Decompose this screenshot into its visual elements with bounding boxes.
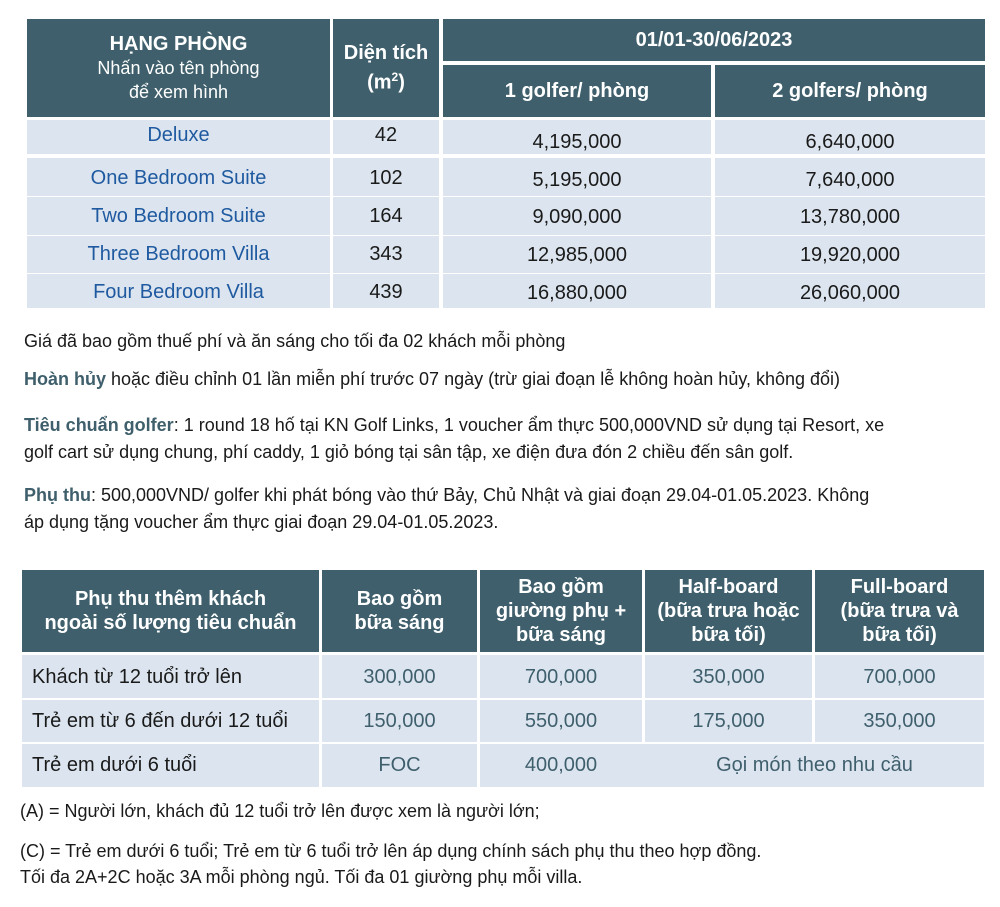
header-area-unit: $(m^2)$ [367,70,405,94]
header-room-type [27,19,330,117]
extra-header-full-line3: bữa tối) [862,624,937,646]
room-price-two: 26,060,000 [799,281,901,304]
room-price-two: 6,640,000 [805,130,895,153]
extra-header-bed-line3: bữa sáng [515,624,607,646]
extra-header-full-line1: Full-board [850,576,949,598]
footer-note-capacity: Tối đa 2A+2C hoặc 3A mỗi phòng ngủ. Tối đa 01 giường phụ mỗi villa. [20,867,583,887]
extra-header-half-line3: bữa tối) [691,624,766,646]
footer-note-child: (C) = Trẻ em dưới 6 tuổi; Trẻ em từ 6 tuổi trở lên áp dụng chính sách phụ thu theo hợp đồng. [20,841,762,861]
room-price-one: 9,090,000 [532,205,622,228]
room-link-four-bedroom-villa[interactable]: Four Bedroom Villa [93,280,264,303]
header-area [333,19,439,117]
golfer-text-1: : 1 round 18 hố tại KN Golf Links, 1 voucher ẩm thực 500,000VND sử dụng tại Resort, xe [173,415,885,435]
extra-price-breakfast: 300,000 [363,665,436,688]
room-price-one: 12,985,000 [526,243,628,266]
extra-header-half-line2: (bữa trưa hoặc [657,600,800,622]
extra-header-half-board [645,570,812,652]
extra-header-full-line2: (bữa trưa và [840,600,959,622]
room-link-three-bedroom-villa[interactable]: Three Bedroom Villa [87,242,270,265]
room-price-one: 16,880,000 [526,281,628,304]
extra-price-full: 700,000 [863,665,936,688]
room-link-deluxe[interactable]: Deluxe [147,123,210,146]
extra-header-breakfast-line2: bữa sáng [354,612,445,634]
extra-price-bed: 700,000 [524,665,598,688]
room-link-one-bedroom-suite[interactable]: One Bedroom Suite [90,166,267,189]
cancel-text: hoặc điều chỉnh 01 lần miễn phí trước 07 ngày (trừ giai đoạn lễ không hoàn hủy, không đổi) [106,369,841,389]
extra-header-bed-breakfast [480,570,642,652]
cancel-label: Hoàn hủy [24,369,107,389]
room-price-two: 7,640,000 [805,168,895,191]
header-area-title: Diện tích [343,42,429,65]
surcharge-text-1: : 500,000VND/ golfer khi phát bóng vào thứ Bảy, Chủ Nhật và giai đoạn 29.04-01.05.2023. Không [90,485,870,505]
extra-price-meal-on-demand: Gọi món theo nhu cầu [716,753,913,776]
surcharge-text-2: áp dụng tặng voucher ẩm thực giai đoạn 29.04-01.05.2023. [24,512,499,532]
header-room-type-sub2: để xem hình [128,82,229,102]
extra-price-full: 350,000 [863,709,936,732]
extra-header-guest-type [22,570,319,652]
room-area: 42 [374,123,398,146]
golfer-text-2: golf cart sử dụng chung, phí caddy, 1 giỏ bóng tại sân tập, xe điện đưa đón 2 chiều đến sân golf. [24,442,794,462]
extra-price-half: 175,000 [692,709,765,732]
price-note: Giá đã bao gồm thuế phí và ăn sáng cho tối đa 02 khách mỗi phòng [24,331,566,351]
extra-header-full-board [815,570,984,652]
extra-price-breakfast: 150,000 [363,709,436,732]
extra-header-breakfast [322,570,477,652]
surcharge-label: Phụ thu [24,485,91,505]
room-price-one: 5,195,000 [532,168,622,191]
extra-price-half: 350,000 [692,665,765,688]
extra-header-bed-line2: giường phụ + [495,600,627,622]
room-area: 164 [369,204,403,227]
extra-row-label: Trẻ em từ 6 đến dưới 12 tuổi [32,709,288,732]
header-room-type-sub1: Nhấn vào tên phòng [97,58,260,78]
header-two-golfers: 2 golfers/ phòng [715,65,985,117]
surcharge-note [24,482,994,536]
extra-row-label: Khách từ 12 tuổi trở lên [32,665,242,688]
extra-row-label: Trẻ em dưới 6 tuổi [32,753,197,776]
extra-header-guest-type-line1: Phụ thu thêm khách [74,588,267,610]
room-area: 343 [369,242,403,265]
extra-header-guest-type-line2: ngoài số lượng tiêu chuẩn [44,612,297,634]
golfer-note [24,412,994,466]
cancel-note [24,366,984,393]
room-area: 102 [369,166,403,189]
header-one-golfer: 1 golfer/ phòng [443,65,711,117]
room-link-two-bedroom-suite[interactable]: Two Bedroom Suite [91,204,266,227]
golfer-label: Tiêu chuẩn golfer [24,415,174,435]
extra-header-bed-line1: Bao gồm [518,576,604,598]
header-period: 01/01-30/06/2023 [443,19,985,61]
room-price-two: 13,780,000 [799,205,901,228]
room-area: 439 [369,280,403,303]
footer-note-adult: (A) = Người lớn, khách đủ 12 tuổi trở lên được xem là người lớn; [20,801,540,821]
extra-price-bed: 400,000 [524,753,598,776]
extra-price-breakfast: FOC [378,753,421,776]
room-price-one: 4,195,000 [532,130,622,153]
header-room-type-title: HẠNG PHÒNG [109,33,248,55]
room-price-two: 19,920,000 [799,243,901,266]
extra-header-half-line1: Half-board [678,576,779,598]
extra-price-bed: 550,000 [524,709,598,732]
extra-header-breakfast-line1: Bao gồm [356,588,443,610]
